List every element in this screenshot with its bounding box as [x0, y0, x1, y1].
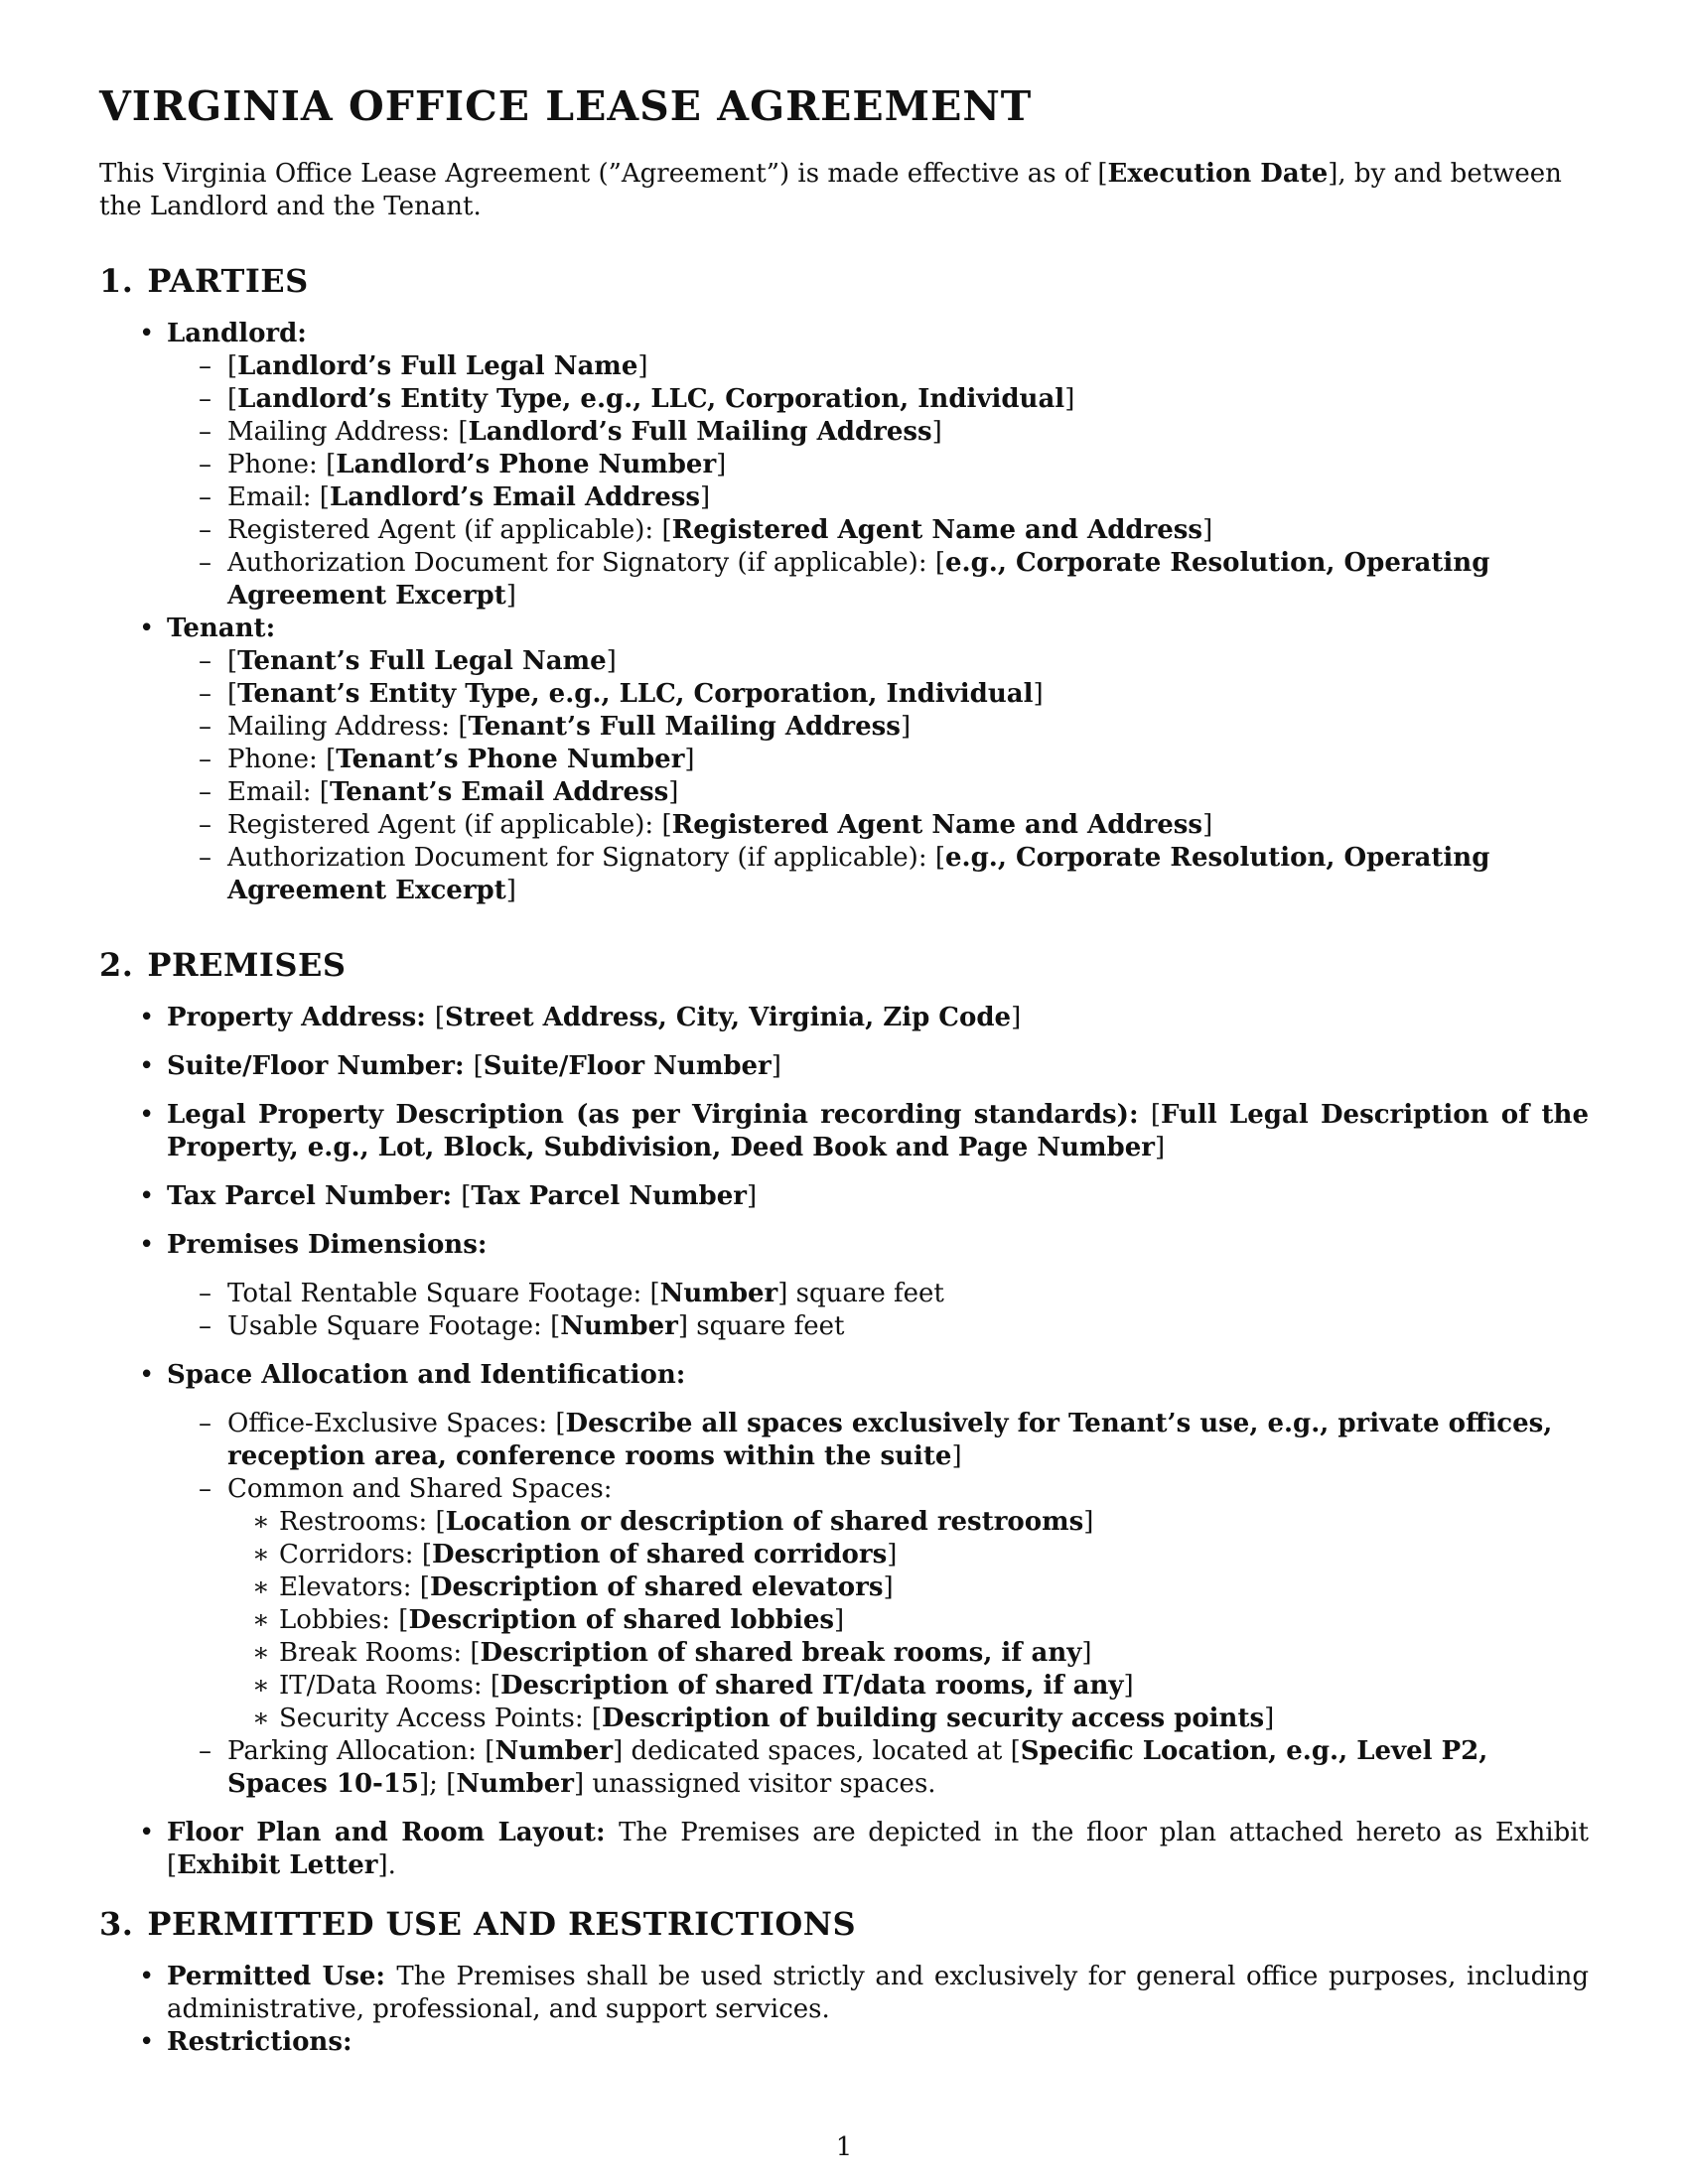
list-item: – [Landlord’s Entity Type, e.g., LLC, Corporation, Individual] [227, 383, 1589, 416]
list-item: – Authorization Document for Signatory (if applicable): [e.g., Corporate Resolution, Operating Agreement Excerpt] [227, 842, 1589, 907]
field-label: Floor Plan and Room Layout: [167, 1818, 620, 1848]
section-number: 2. [99, 946, 134, 985]
list-item: ∗ Lobbies: [Description of shared lobbies] [279, 1604, 1589, 1637]
list-item: ∗ Elevators: [Description of shared elevators] [279, 1571, 1589, 1604]
tenant-agent-placeholder: Registered Agent Name and Address [671, 810, 1203, 841]
field-label: Phone: [227, 745, 327, 775]
list-item: ∗ Security Access Points: [Description of building security access points] [279, 1703, 1589, 1735]
document-title: VIRGINIA OFFICE LEASE AGREEMENT [99, 82, 1033, 130]
landlord-mailing-placeholder: Landlord’s Full Mailing Address [468, 417, 932, 448]
field-label: Email: [227, 482, 320, 513]
tenant-phone-placeholder: Tenant’s Phone Number [336, 745, 685, 775]
field-label: Mailing Address: [227, 417, 459, 448]
execution-date-placeholder: Execution Date [1107, 159, 1329, 190]
list-item: – Email: [Tenant’s Email Address] [227, 776, 1589, 809]
tenant-name-placeholder: Tenant’s Full Legal Name [237, 646, 607, 677]
field-label: Property Address: [167, 1003, 435, 1033]
field-label: Restrooms: [279, 1507, 436, 1538]
tax-parcel-placeholder: Tax Parcel Number [471, 1181, 747, 1212]
field-label: Restrictions: [167, 2027, 352, 2058]
field-label: Premises Dimensions: [167, 1230, 488, 1261]
list-item: – Authorization Document for Signatory (if applicable): [e.g., Corporate Resolution, Operating Agreement Excerpt] [227, 547, 1589, 613]
field-label: Office-Exclusive Spaces: [227, 1409, 556, 1439]
legal-description-item: • Legal Property Description (as per Virginia recording standards): [Full Legal Description of the Property, e.g., Lot, Block, Subdivision, Deed Book and Page Number] [167, 1099, 1589, 1164]
field-label: Authorization Document for Signatory (if applicable): [227, 843, 935, 874]
parking-location-placeholder: Specific Location, e.g., Level P2, Spaces 10-15 [227, 1736, 1488, 1800]
tenant-auth-placeholder: e.g., Corporate Resolution, Operating Agreement Excerpt [227, 843, 1490, 906]
floor-plan-text: The Premises are depicted in the floor plan attached hereto as Exhibit [619, 1818, 1589, 1848]
landlord-auth-placeholder: e.g., Corporate Resolution, Operating Agreement Excerpt [227, 548, 1490, 612]
landlord-phone-placeholder: Landlord’s Phone Number [336, 450, 717, 480]
intro-text-end: ], by and between the Landlord and the Tenant. [99, 159, 1562, 222]
field-label: Registered Agent (if applicable): [227, 810, 662, 841]
shared-space-placeholder: Description of shared lobbies [408, 1605, 835, 1636]
list-item: – Total Rentable Square Footage: [Number] square feet [227, 1278, 1589, 1310]
field-label: Parking Allocation: [227, 1736, 486, 1767]
shared-space-placeholder: Description of shared IT/data rooms, if any [500, 1671, 1124, 1702]
shared-space-placeholder: Location or description of shared restrooms [445, 1507, 1084, 1538]
space-allocation-list [167, 1408, 1589, 1801]
list-item: – [Landlord’s Full Legal Name] [227, 350, 1589, 383]
parties-list [99, 318, 1589, 907]
list-item [227, 1473, 1589, 1735]
intro-paragraph [99, 158, 1589, 223]
list-item: – Mailing Address: [Tenant’s Full Mailing Address] [227, 711, 1589, 744]
list-item: – Email: [Landlord’s Email Address] [227, 481, 1589, 514]
section-heading-permitted-use [99, 1906, 1589, 1943]
landlord-entity-placeholder: Landlord’s Entity Type, e.g., LLC, Corporation, Individual [237, 384, 1065, 414]
unit-text: square feet [688, 1311, 845, 1342]
permitted-use-list [99, 1961, 1589, 2059]
section-number: 1. [99, 262, 134, 301]
list-item: – [Tenant’s Full Legal Name] [227, 645, 1589, 678]
landlord-item [167, 318, 1589, 613]
shared-space-placeholder: Description of shared corridors [431, 1540, 888, 1570]
number-placeholder: Number [494, 1736, 614, 1767]
field-label: Common and Shared Spaces: [227, 1474, 613, 1505]
list-item: – Mailing Address: [Landlord’s Full Mailing Address] [227, 416, 1589, 449]
unit-text: square feet [787, 1279, 944, 1309]
field-label: Total Rentable Square Footage: [227, 1279, 650, 1309]
parking-text: dedicated spaces, located at [623, 1736, 1011, 1767]
field-label: Phone: [227, 450, 327, 480]
field-label: Permitted Use: [167, 1962, 397, 1992]
number-placeholder: Number [560, 1311, 678, 1342]
shared-space-placeholder: Description of building security access points [602, 1704, 1265, 1734]
section-title: PREMISES [147, 946, 347, 985]
field-label: Tax Parcel Number: [167, 1181, 462, 1212]
landlord-email-placeholder: Landlord’s Email Address [329, 482, 701, 513]
field-label: Break Rooms: [279, 1638, 471, 1669]
suite-item: • Suite/Floor Number: [Suite/Floor Number] [167, 1050, 1589, 1083]
field-label: Suite/Floor Number: [167, 1051, 474, 1082]
field-label: IT/Data Rooms: [279, 1671, 491, 1702]
parking-text: unassigned visitor spaces. [584, 1769, 936, 1800]
field-label: Space Allocation and Identification: [167, 1360, 686, 1391]
field-label: Legal Property Description (as per Virginia recording standards): [167, 1100, 1151, 1131]
space-allocation-item [167, 1359, 1589, 1801]
number-placeholder: Number [456, 1769, 574, 1800]
list-item: ∗ IT/Data Rooms: [Description of shared IT/data rooms, if any] [279, 1670, 1589, 1703]
property-address-placeholder: Street Address, City, Virginia, Zip Code [445, 1003, 1012, 1033]
list-item: – Phone: [Landlord’s Phone Number] [227, 449, 1589, 481]
premises-list [99, 1002, 1589, 1882]
tenant-item [167, 613, 1589, 907]
list-item: – Registered Agent (if applicable): [Registered Agent Name and Address] [227, 514, 1589, 547]
property-address-item: • Property Address: [Street Address, City, Virginia, Zip Code] [167, 1002, 1589, 1034]
field-label: Security Access Points: [279, 1704, 592, 1734]
section-title: PARTIES [147, 262, 309, 301]
list-item: ∗ Corridors: [Description of shared corridors] [279, 1539, 1589, 1571]
section-title: PERMITTED USE AND RESTRICTIONS [147, 1905, 857, 1944]
list-item: – Usable Square Footage: [Number] square feet [227, 1310, 1589, 1343]
field-label: Corridors: [279, 1540, 422, 1570]
list-item: – Phone: [Tenant’s Phone Number] [227, 744, 1589, 776]
field-label: Usable Square Footage: [227, 1311, 551, 1342]
floor-plan-item: • Floor Plan and Room Layout: The Premises are depicted in the floor plan attached hereto as Exhibit [Exhibit Letter]. [167, 1817, 1589, 1882]
field-label: Registered Agent (if applicable): [227, 515, 662, 546]
landlord-name-placeholder: Landlord’s Full Legal Name [237, 350, 638, 381]
permitted-use-text: The Premises shall be used strictly and exclusively for general office purposes, including administrative, professional, and support services. [167, 1962, 1590, 2025]
tax-parcel-item: • Tax Parcel Number: [Tax Parcel Number] [167, 1180, 1589, 1213]
field-label: Elevators: [279, 1572, 420, 1603]
suite-placeholder: Suite/Floor Number [483, 1051, 772, 1082]
restrictions-item [167, 2026, 1589, 2059]
landlord-label: Landlord: [167, 318, 307, 348]
legal-description-placeholder: Full Legal Description of the Property, e.g., Lot, Block, Subdivision, Deed Book and Page Number [167, 1100, 1589, 1163]
shared-space-placeholder: Description of shared break rooms, if any [480, 1638, 1082, 1669]
field-label: Mailing Address: [227, 712, 459, 743]
list-item: ∗ Break Rooms: [Description of shared break rooms, if any] [279, 1637, 1589, 1670]
field-label: Lobbies: [279, 1605, 399, 1636]
list-item: – [Tenant’s Entity Type, e.g., LLC, Corporation, Individual] [227, 678, 1589, 711]
section-heading-parties [99, 263, 1589, 300]
list-item: – Office-Exclusive Spaces: [Describe all spaces exclusively for Tenant’s use, e.g., private offices, reception area, conference rooms within the suite] [227, 1408, 1589, 1473]
landlord-details [167, 350, 1589, 613]
tenant-entity-placeholder: Tenant’s Entity Type, e.g., LLC, Corporation, Individual [237, 679, 1034, 710]
tenant-mailing-placeholder: Tenant’s Full Mailing Address [468, 712, 901, 743]
field-label: Email: [227, 777, 320, 808]
permitted-use-item [167, 1961, 1589, 2026]
number-placeholder: Number [659, 1279, 778, 1309]
list-item: – Registered Agent (if applicable): [Registered Agent Name and Address] [227, 809, 1589, 842]
shared-spaces-list [227, 1506, 1589, 1735]
page-number: 1 [835, 2132, 853, 2162]
dimensions-list [167, 1278, 1589, 1343]
section-heading-premises [99, 947, 1589, 984]
shared-space-placeholder: Description of shared elevators [429, 1572, 884, 1603]
intro-text-start: This Virginia Office Lease Agreement (”Agreement”) is made effective as of [ [99, 159, 1108, 190]
document-page [99, 83, 1589, 2059]
field-label: Authorization Document for Signatory (if applicable): [227, 548, 935, 579]
tenant-label: Tenant: [167, 614, 276, 644]
exhibit-letter-placeholder: Exhibit Letter [177, 1850, 378, 1881]
tenant-email-placeholder: Tenant’s Email Address [329, 777, 669, 808]
list-item: ∗ Restrooms: [Location or description of shared restrooms] [279, 1506, 1589, 1539]
landlord-agent-placeholder: Registered Agent Name and Address [671, 515, 1203, 546]
exclusive-spaces-placeholder: Describe all spaces exclusively for Tenant’s use, e.g., private offices, reception area, conference rooms within the suite [227, 1409, 1553, 1472]
tenant-details [167, 645, 1589, 907]
list-item: – Parking Allocation: [Number] dedicated spaces, located at [Specific Location, e.g., Level P2, Spaces 10-15]; [Number] unassigned visitor spaces. [227, 1735, 1589, 1801]
section-number: 3. [99, 1905, 134, 1944]
dimensions-item [167, 1229, 1589, 1343]
